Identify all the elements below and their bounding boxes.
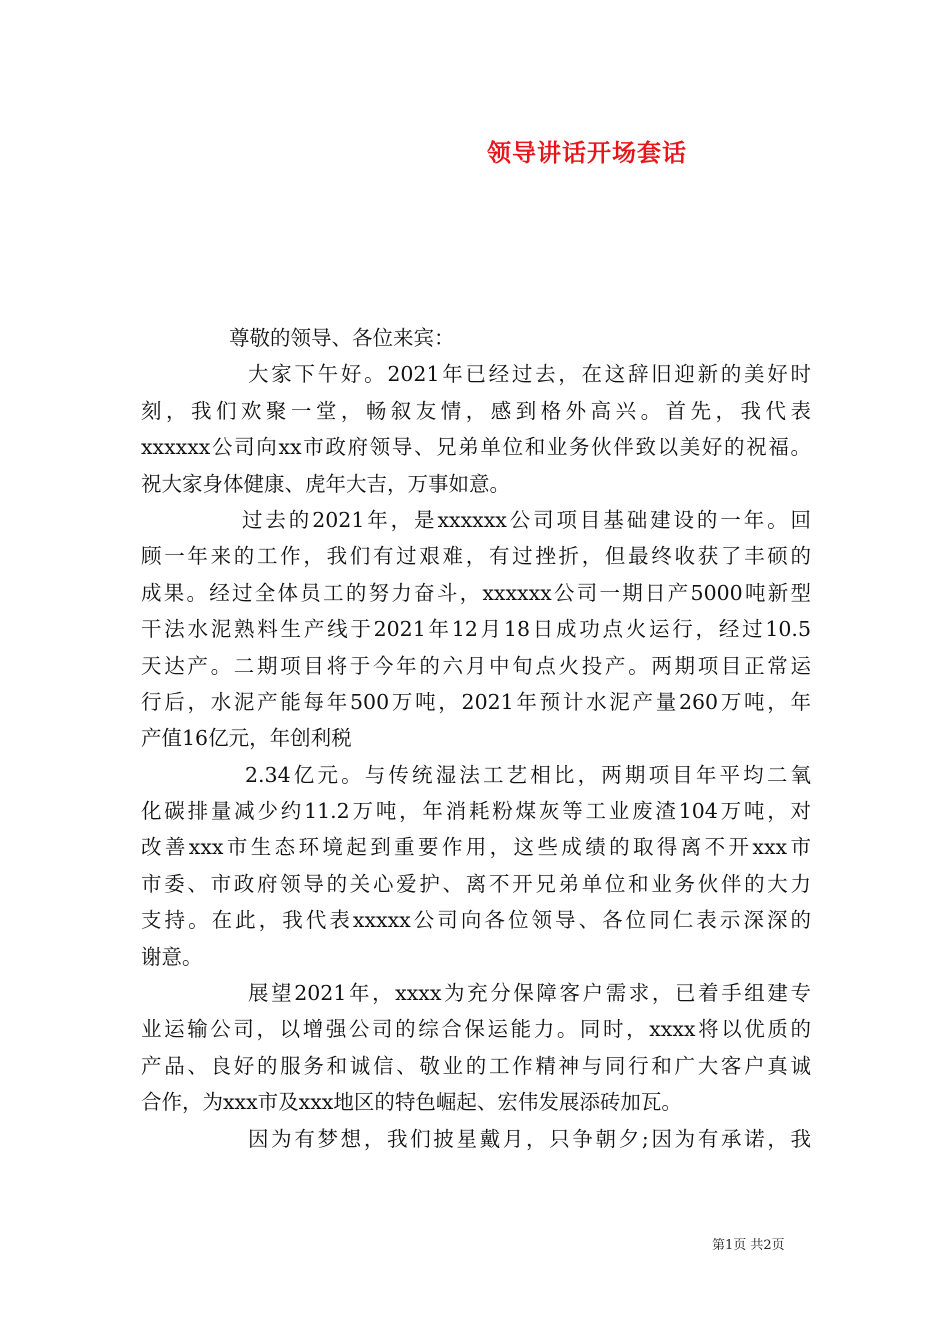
paragraph-line: 过去的2021年，是xxxxxx公司项目基础建设的一年。回	[242, 507, 811, 532]
paragraph-line: 行后，水泥产能每年500万吨，2021年预计水泥产量260万吨，年	[141, 689, 811, 714]
paragraph-line: 大家下午好。2021年已经过去，在这辞旧迎新的美好时	[248, 362, 811, 387]
paragraph-line: 谢意。	[141, 944, 203, 969]
paragraph-line: 产值16亿元，年创利税	[141, 726, 352, 751]
document-title: 领导讲话开场套话	[487, 138, 687, 167]
paragraph-line: 化碳排量减少约11.2万吨，年消耗粉煤灰等工业废渣104万吨，对	[141, 799, 811, 824]
paragraph-line: xxxxxx公司向xx市政府领导、兄弟单位和业务伙伴致以美好的祝福。	[141, 435, 811, 460]
paragraph-line: 成果。经过全体员工的努力奋斗，xxxxxx公司一期日产5000吨新型	[141, 580, 811, 605]
paragraph-line: 支持。在此，我代表xxxxx公司向各位领导、各位同仁表示深深的	[141, 908, 811, 933]
paragraph-line: 刻，我们欢聚一堂，畅叙友情，感到格外高兴。首先，我代表	[141, 398, 811, 423]
paragraph-line: 顾一年来的工作，我们有过艰难，有过挫折，但最终收获了丰硕的	[141, 544, 811, 569]
document-body	[141, 320, 811, 1157]
paragraph-line: 展望2021年，xxxx为充分保障客户需求，已着手组建专	[248, 981, 811, 1006]
page-number-footer: 第1页 共2页	[712, 1238, 785, 1253]
paragraph-line: 业运输公司，以增强公司的综合保运能力。同时，xxxx将以优质的	[141, 1017, 811, 1042]
paragraph-line: 天达产。二期项目将于今年的六月中旬点火投产。两期项目正常运	[141, 653, 811, 678]
paragraph-line: 改善xxx市生态环境起到重要作用，这些成绩的取得离不开xxx市	[141, 835, 811, 860]
paragraph-line: 干法水泥熟料生产线于2021年12月18日成功点火运行，经过10.5	[141, 617, 811, 642]
salutation-line: 尊敬的领导、各位来宾：	[229, 326, 455, 350]
paragraph-line: 市委、市政府领导的关心爱护、离不开兄弟单位和业务伙伴的大力	[141, 871, 811, 896]
paragraph-line: 合作，为xxx市及xxx地区的特色崛起、宏伟发展添砖加瓦。	[141, 1090, 682, 1115]
paragraph-line: 产品、良好的服务和诚信、敬业的工作精神与同行和广大客户真诚	[141, 1053, 811, 1078]
paragraph-line: 祝大家身体健康、虎年大吉，万事如意。	[141, 471, 510, 496]
paragraph-line: 因为有梦想，我们披星戴月，只争朝夕;因为有承诺，我	[248, 1126, 811, 1151]
paragraph-line: 2.34亿元。与传统湿法工艺相比，两期项目年平均二氧	[245, 762, 811, 787]
